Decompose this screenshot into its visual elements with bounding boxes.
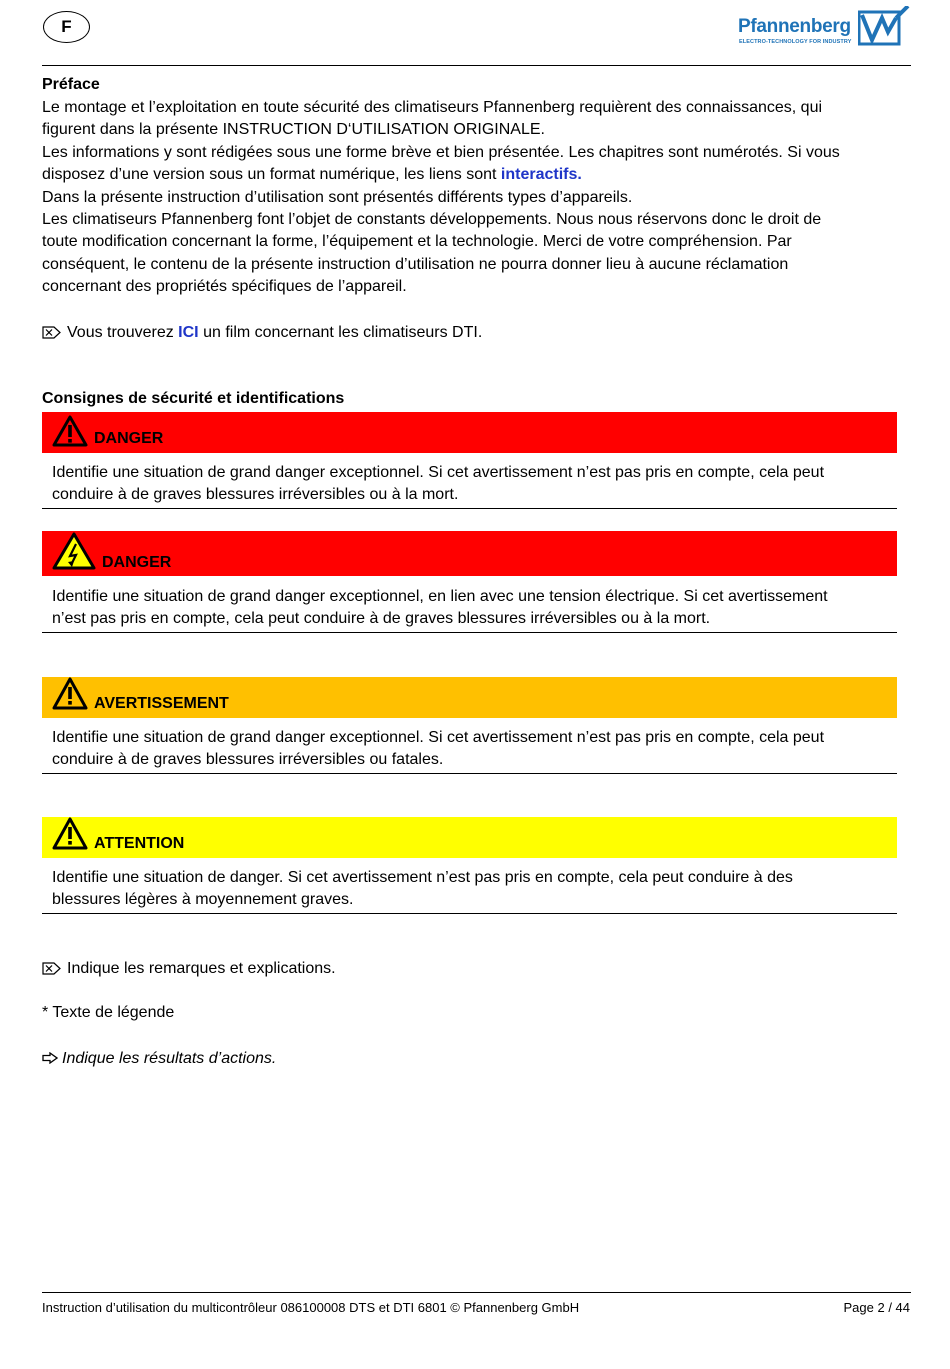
danger-label: DANGER [102, 554, 172, 571]
film-text: un film concernant les climatiseurs DTI. [198, 324, 483, 341]
warning-divider [42, 508, 897, 509]
warning-divider [42, 773, 897, 774]
logo-mark-icon [858, 6, 910, 46]
film-note [42, 322, 902, 344]
avertissement-label: AVERTISSEMENT [94, 695, 229, 712]
preface-line: toute modification concernant la forme, l’équipement et la technologie. Merci de votre compréhension. Par [42, 233, 792, 251]
preface-line: Dans la présente instruction d’utilisation sont présentés différents types d’appareils. [42, 188, 633, 206]
attention-label: ATTENTION [94, 835, 185, 852]
warning-triangle-icon [52, 677, 88, 711]
warning-line: Identifie une situation de grand danger exceptionnel. Si cet avertissement n’est pas pris en compte, cela peut [52, 464, 825, 481]
pointer-note-icon [42, 326, 61, 339]
header-rule [42, 65, 911, 66]
preface-line: Le montage et l’exploitation en toute sécurité des climatiseurs Pfannenberg requièrent des connaissances, qui [42, 99, 823, 116]
footer-rule [42, 1292, 911, 1293]
logo-tagline: ELECTRO-TECHNOLOGY FOR INDUSTRY [739, 39, 852, 45]
preface-text: disposez d’une version sous un format numérique, les liens sont [42, 166, 501, 184]
warning-line: Identifie une situation de grand danger exceptionnel. Si cet avertissement n’est pas pris en compte, cela peut [52, 729, 825, 746]
preface-line: figurent dans la présente INSTRUCTION D‘UTILISATION ORIGINALE. [42, 121, 545, 139]
film-text: Vous trouverez [67, 324, 179, 341]
remarks-text: Indique les remarques et explications. [67, 960, 336, 977]
footer-document-title: Instruction d’utilisation du multicontrôleur 086100008 DTS et DTI 6801 © Pfannenberg GmbH [42, 1300, 580, 1315]
danger-label: DANGER [94, 430, 164, 447]
attention-banner [42, 817, 897, 858]
electrical-danger-banner [42, 531, 897, 576]
interactive-link[interactable]: interactifs. [500, 166, 582, 184]
warning-line: conduire à de graves blessures irréversibles ou fatales. [52, 751, 444, 769]
avertissement-banner [42, 677, 897, 718]
warning-divider [42, 632, 897, 633]
warning-divider [42, 913, 897, 914]
warning-line: Identifie une situation de danger. Si cet avertissement n’est pas pris en compte, cela peut conduire à des [52, 869, 793, 886]
preface-line: Les climatiseurs Pfannenberg font l’objet de constants développements. Nous nous réservons donc le droit de [42, 211, 822, 229]
safety-title: Consignes de sécurité et identifications [42, 390, 345, 407]
logo-wordmark: Pfannenberg [738, 16, 851, 37]
preface-line: conséquent, le contenu de la présente instruction d’utilisation ne pourra donner lieu à aucune réclamation [42, 255, 789, 273]
attention-description [52, 867, 897, 912]
electrical-danger-description [52, 586, 897, 631]
preface-line [42, 164, 902, 186]
pointer-note-icon [42, 962, 61, 975]
warning-triangle-icon [52, 817, 88, 851]
language-badge: F [43, 11, 90, 43]
results-legend [42, 1048, 902, 1070]
danger-banner [42, 412, 897, 453]
warning-line: n’est pas pris en compte, cela peut conduire à de graves blessures irréversibles ou à la mort. [52, 610, 711, 628]
caption-legend: * Texte de légende [42, 1004, 175, 1021]
results-text: Indique les résultats d’actions. [62, 1050, 277, 1067]
preface-body [42, 97, 902, 299]
warning-line: Identifie une situation de grand danger exceptionnel, en lien avec une tension électrique. Si cet avertissement [52, 588, 828, 605]
warning-line: blessures légères à moyennement graves. [52, 891, 354, 909]
preface-line: Les informations y sont rédigées sous une forme brève et bien présentée. Les chapitres sont numérotés. Si vous [42, 143, 840, 161]
preface-title: Préface [42, 76, 100, 93]
page-number: Page 2 / 44 [843, 1300, 910, 1315]
avertissement-description [52, 727, 897, 772]
warning-triangle-icon [52, 415, 88, 447]
warning-line: conduire à de graves blessures irréversibles ou à la mort. [52, 486, 459, 504]
danger-description [52, 462, 897, 507]
high-voltage-icon [52, 532, 96, 570]
remarks-legend [42, 958, 902, 980]
result-arrow-icon [42, 1052, 58, 1064]
film-link[interactable]: ICI [178, 324, 199, 341]
preface-line: concernant des propriétés spécifiques de l’appareil. [42, 278, 407, 296]
pfannenberg-logo [738, 6, 910, 50]
